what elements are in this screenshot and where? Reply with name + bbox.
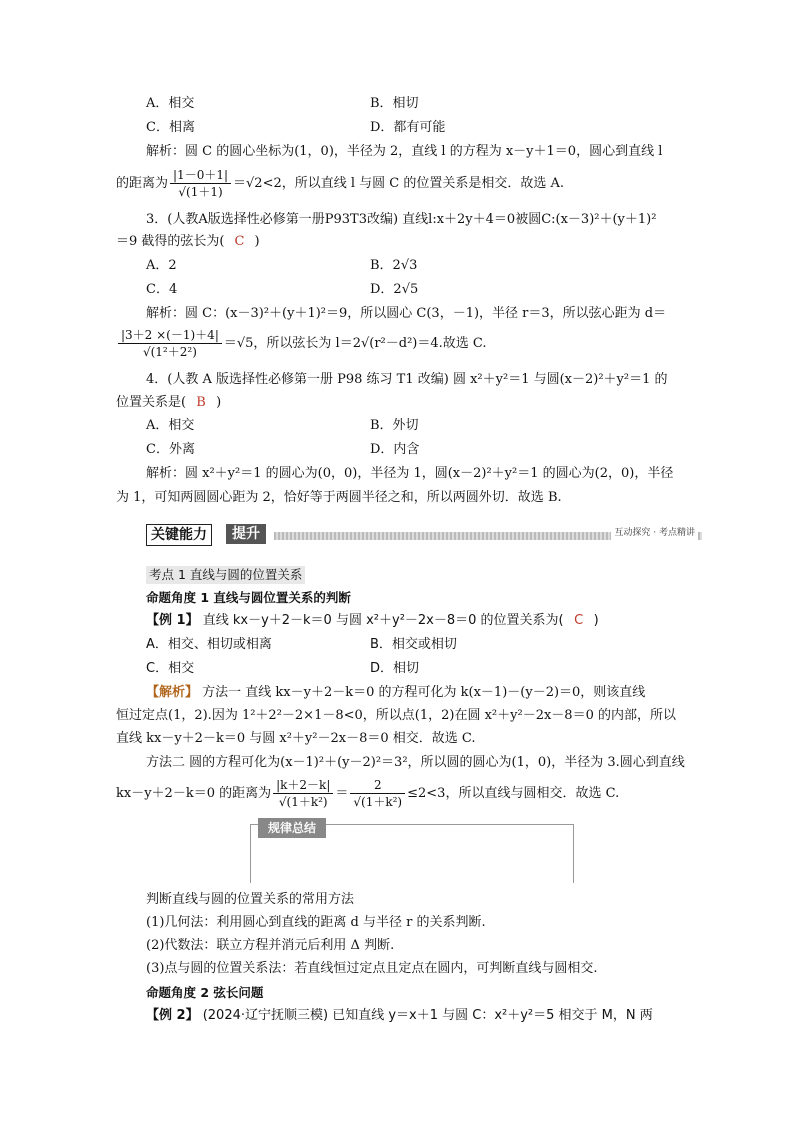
example1-solution-line1	[146, 683, 645, 703]
q3-option-b: B．2√3	[370, 258, 418, 273]
equals-sign: ＝	[335, 786, 349, 801]
topic-heading: 考点 1 直线与圆的位置关系	[146, 566, 305, 584]
simplified-fraction	[350, 777, 405, 810]
rule-item-3: (3)点与圆的位置关系法：若直线恒过定点且定点在圆内，可判断直线与圆相交.	[146, 961, 598, 976]
example1-solution-line4: 方法二 圆的方程可化为(x－1)²＋(y－2)²＝3²，所以圆的圆心为(1，0)，半径为 3.圆心到直线	[146, 755, 685, 770]
q4-stem-line1: 4．(人教 A 版选择性必修第一册 P98 练习 T1 改编) 圆 x²＋y²＝1 与圆(x－2)²＋y²＝1 的	[146, 372, 668, 387]
q2-distance-fraction	[170, 167, 231, 200]
example2-text: (2024·辽宁抚顺三模) 已知直线 y＝x＋1 与圆 C：x²＋y²＝5 相交于 M，N 两	[198, 1008, 653, 1023]
example1-solution-line3: 直线 kx－y＋2－k＝0 与圆 x²＋y²－2x－8＝0 相交．故选 C.	[116, 731, 476, 746]
angle1-heading: 命题角度 1 直线与圆位置关系的判断	[146, 590, 351, 605]
example2-stem	[146, 1006, 653, 1026]
q2-option-b: B．相切	[370, 96, 419, 111]
q2-solution-prefix: 的距离为	[116, 176, 169, 191]
fraction-numerator: |3＋2 ×(－1)＋4|	[118, 327, 222, 344]
solution-label: 【解析】	[146, 685, 199, 700]
example1-text: 直线 kx－y＋2－k＝0 与圆 x²＋y²－2x－8＝0 的位置关系为(	[198, 613, 564, 628]
fraction-numerator: |1－0＋1|	[170, 167, 231, 184]
q4-answer: B	[196, 395, 206, 410]
q3-solution-suffix: ＝√5，所以弦长为 l＝2√(r²－d²)＝4.故选 C.	[223, 336, 487, 351]
q4-close: )	[216, 395, 222, 410]
solution-prefix: kx－y＋2－k＝0 的距离为	[116, 786, 272, 801]
fraction-denominator: √(1＋k²)	[353, 795, 403, 809]
example2-label: 【例 2】	[146, 1008, 199, 1023]
example1-close: )	[593, 613, 599, 628]
q3-solution-line1: 解析：圆 C：(x－3)²＋(y＋1)²＝9，所以圆心 C(3，－1)，半径 r＝3，所以弦心距为 d＝	[146, 306, 667, 321]
fraction-denominator: √(1＋k²)	[278, 795, 328, 809]
fraction-numerator: 2	[350, 777, 405, 794]
rule-item-1: (1)几何法：利用圆心到直线的距离 d 与半径 r 的关系判断.	[146, 915, 486, 930]
q3-solution-line2	[116, 326, 487, 362]
q3-stem-text: ＝9 截得的弦长为(	[116, 234, 225, 249]
example1-solution-line5	[116, 775, 619, 813]
example1-answer: C	[574, 613, 584, 628]
q4-stem-text: 位置关系是(	[116, 395, 187, 410]
q2-option-d: D．都有可能	[370, 120, 446, 135]
rule-item-2: (2)代数法：联立方程并消元后利用 Δ 判断.	[146, 938, 395, 953]
q3-stem-line2	[116, 232, 260, 252]
example1-stem	[146, 611, 599, 631]
banner-label: 关键能力	[146, 524, 212, 546]
q3-option-a: A．2	[146, 258, 177, 273]
distance-fraction	[273, 777, 333, 810]
q3-answer: C	[234, 234, 245, 249]
q4-option-d: D．内含	[370, 442, 420, 457]
q3-stem-line1: 3．(人教A版选择性必修第一册P93T3改编) 直线l:x＋2y＋4＝0被圆C:(x－3)²＋(y＋1)²	[146, 212, 657, 227]
solution-text: 方法一 直线 kx－y＋2－k＝0 的方程可化为 k(x－1)－(y－2)＝0，则该直线	[198, 685, 646, 700]
angle2-heading: 命题角度 2 弦长问题	[146, 985, 264, 1000]
rule-summary-tab: 规律总结	[258, 818, 326, 838]
rule-title: 判断直线与圆的位置关系的常用方法	[146, 892, 355, 907]
q4-stem-line2	[116, 393, 221, 413]
q2-solution-line1: 解析：圆 C 的圆心坐标为(1，0)，半径为 2，直线 l 的方程为 x－y＋1＝0，圆心到直线 l	[146, 144, 663, 159]
q2-option-c: C．相离	[146, 120, 195, 135]
q3-distance-fraction	[118, 327, 222, 360]
fraction-numerator: |k＋2－k|	[273, 777, 333, 794]
q3-close: )	[254, 234, 260, 249]
example1-label: 【例 1】	[146, 613, 199, 628]
q4-solution-line2: 为 1，可知两圆圆心距为 2，恰好等于两圆半径之和，所以两圆外切．故选 B.	[116, 490, 562, 505]
fraction-denominator: √(1＋1)	[178, 185, 223, 199]
example1-option-d: D．相切	[370, 661, 420, 676]
q2-solution-suffix: ＝√2<2，所以直线 l 与圆 C 的位置关系是相交．故选 A.	[233, 176, 565, 191]
example1-solution-line2: 恒过定点(1，2).因为 1²＋2²－2×1－8<0，所以点(1，2)在圆 x²＋y²－2x－8＝0 的内部，所以	[116, 708, 676, 723]
q3-option-c: C．4	[146, 282, 178, 297]
q4-option-c: C．外离	[146, 442, 195, 457]
banner-highlight: 提升	[226, 524, 266, 544]
example1-option-b: B．相交或相切	[370, 637, 457, 652]
banner-tag: 互动探究 · 考点精讲	[611, 525, 698, 541]
solution-suffix: ≤2<3，所以直线与圆相交．故选 C.	[407, 786, 620, 801]
q3-option-d: D．2√5	[370, 282, 419, 297]
section-banner	[146, 522, 702, 546]
example1-option-a: A．相交、相切或相离	[146, 637, 272, 652]
q2-solution-line2	[116, 166, 564, 202]
q4-option-a: A．相交	[146, 418, 195, 433]
q2-option-a: A．相交	[146, 96, 195, 111]
fraction-denominator: √(1²＋2²)	[142, 345, 197, 359]
q4-solution-line1: 解析：圆 x²＋y²＝1 的圆心为(0，0)，半径为 1，圆(x－2)²＋y²＝1 的圆心为(2，0)，半径	[146, 466, 674, 481]
example1-option-c: C．相交	[146, 661, 195, 676]
q4-option-b: B．外切	[370, 418, 419, 433]
